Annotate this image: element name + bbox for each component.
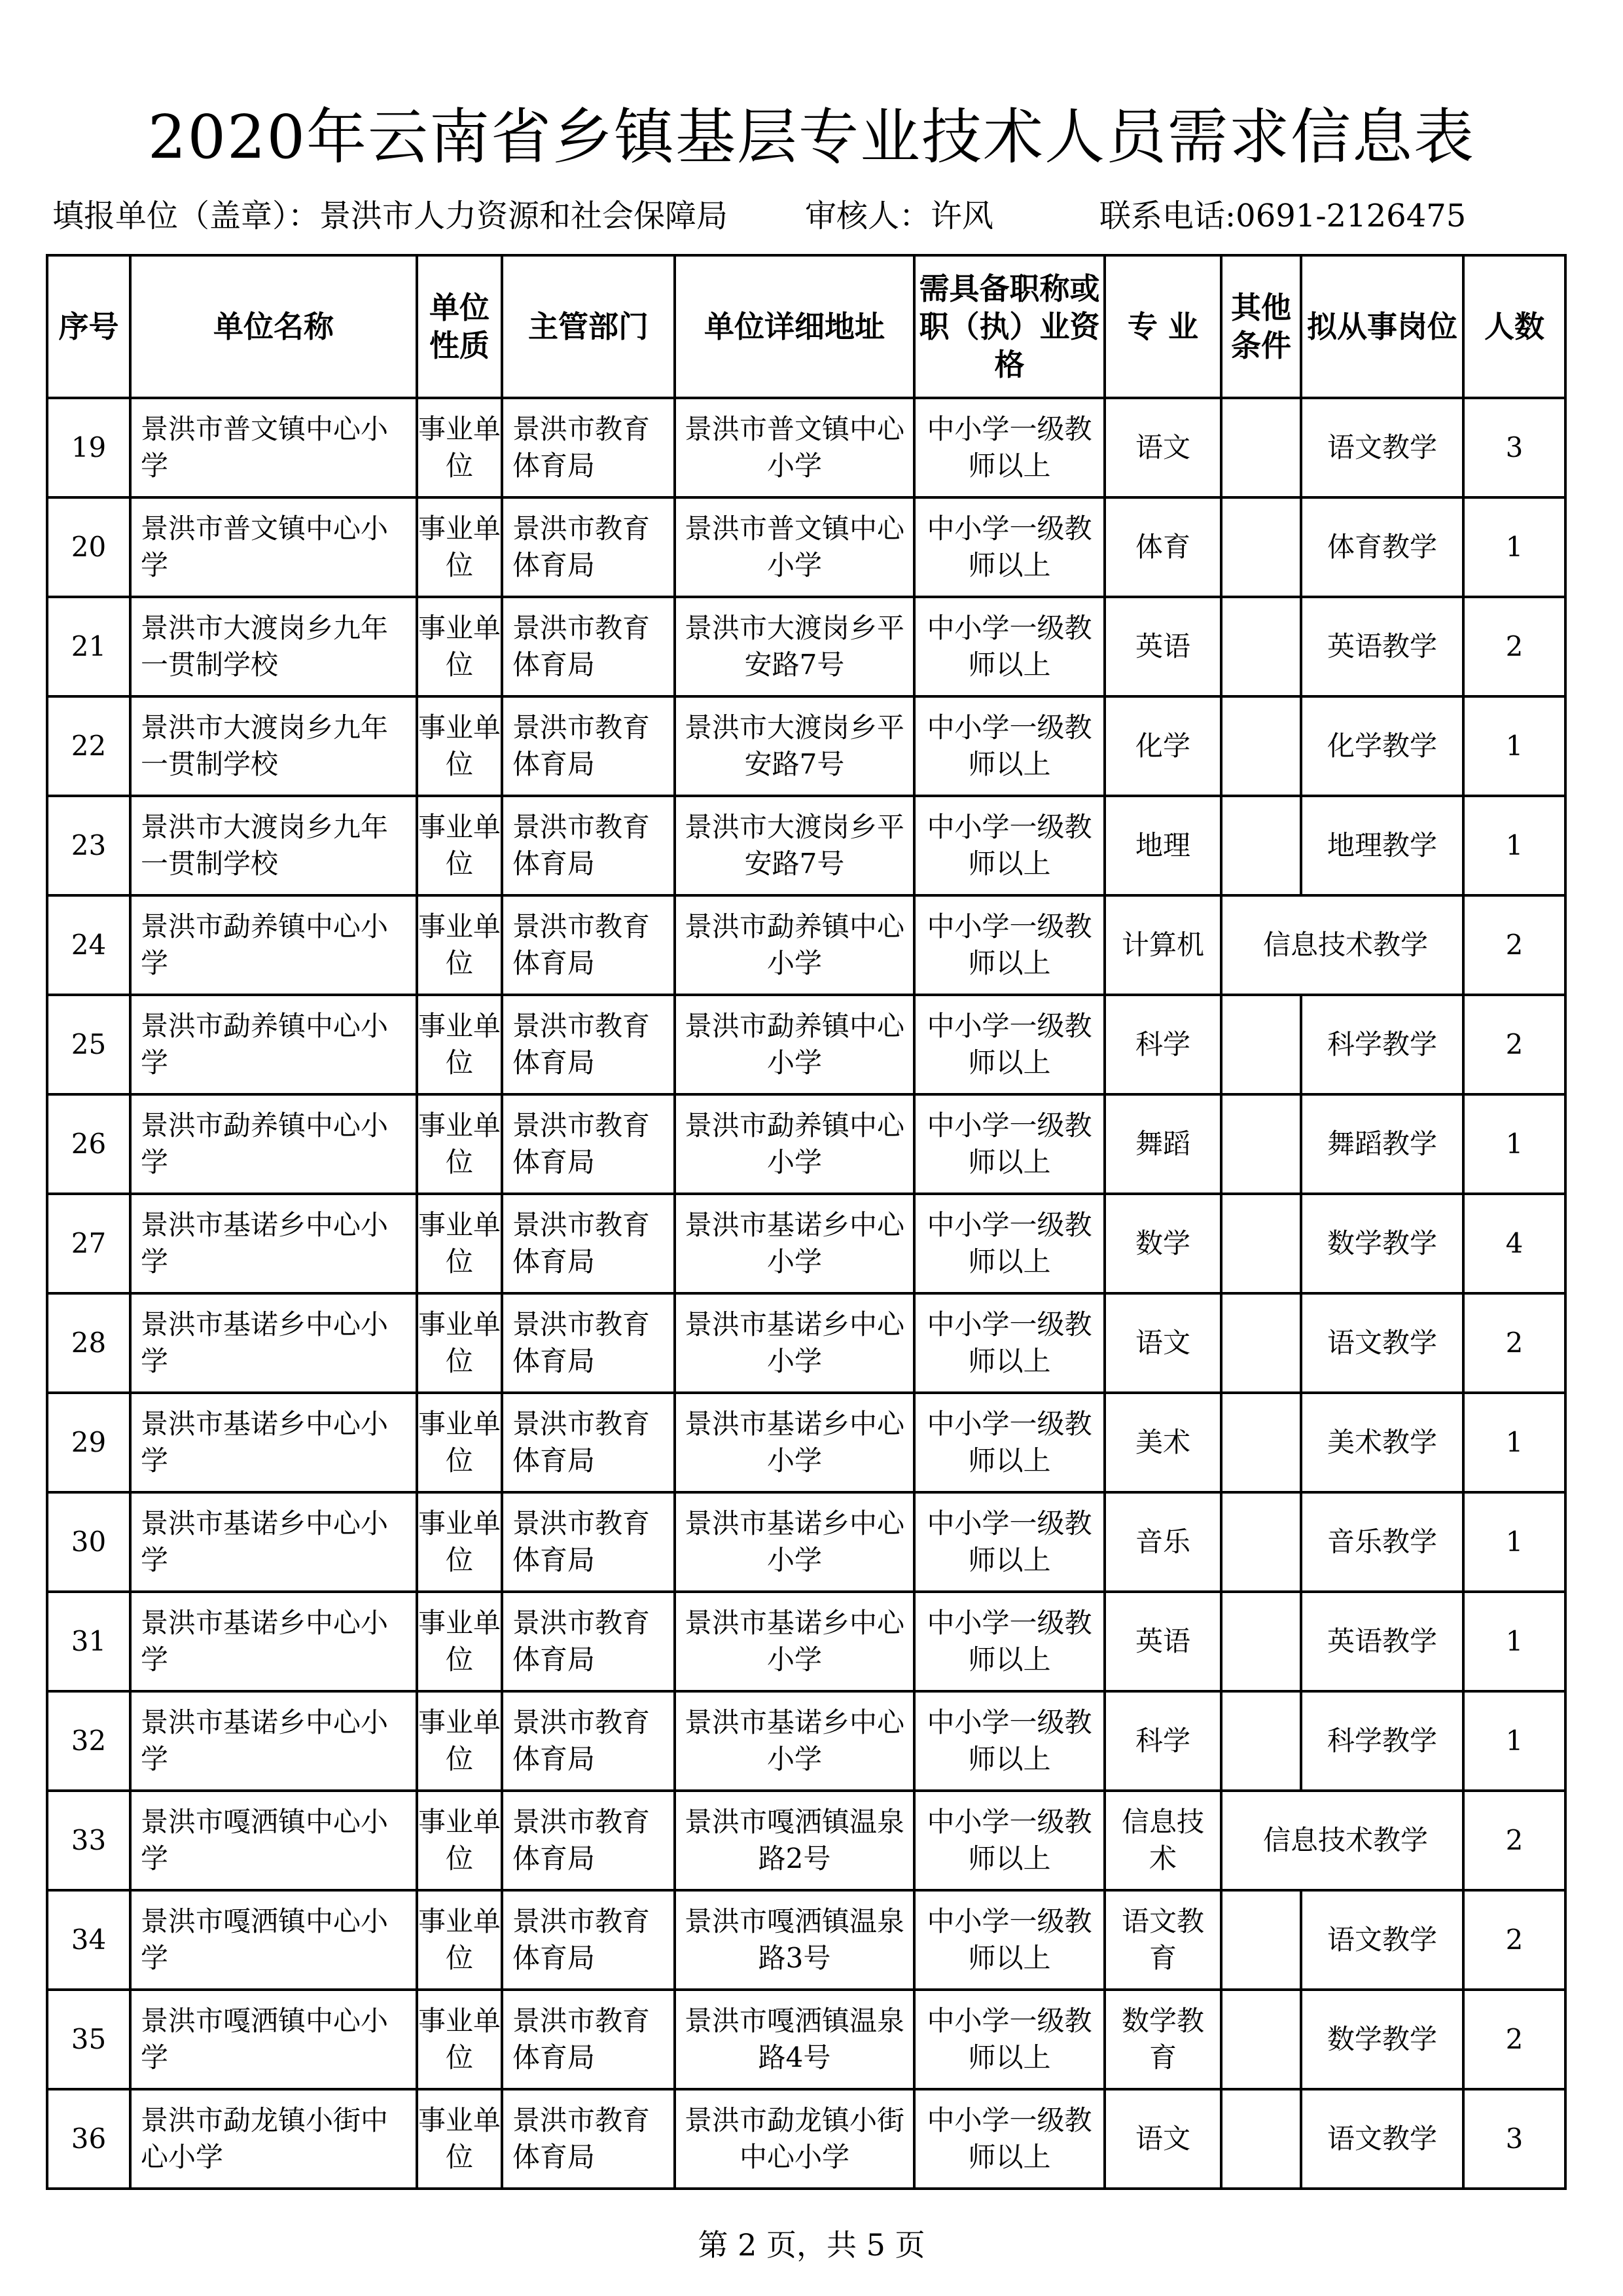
cell-type: 事业单位 bbox=[417, 398, 502, 497]
cell-dept: 景洪市教育体育局 bbox=[502, 995, 675, 1094]
cell-addr: 景洪市基诺乡中心小学 bbox=[675, 1492, 914, 1592]
header-cell: 序号 bbox=[47, 255, 130, 398]
cell-qual: 中小学一级教师以上 bbox=[914, 1492, 1105, 1592]
cell-major: 语文 bbox=[1105, 1293, 1221, 1393]
cell-other bbox=[1221, 1592, 1301, 1691]
reviewer: 审核人：许风 bbox=[805, 198, 994, 234]
cell-pos: 英语教学 bbox=[1301, 1592, 1463, 1691]
table-row bbox=[47, 1592, 1565, 1691]
cell-dept: 景洪市教育体育局 bbox=[502, 1094, 675, 1194]
cell-name: 景洪市基诺乡中心小学 bbox=[130, 1293, 417, 1393]
cell-addr: 景洪市勐龙镇小街中心小学 bbox=[675, 2089, 914, 2189]
cell-other bbox=[1221, 1990, 1301, 2089]
cell-no: 30 bbox=[47, 1492, 130, 1592]
cell-addr: 景洪市普文镇中心小学 bbox=[675, 398, 914, 497]
table-row bbox=[47, 895, 1565, 995]
cell-major: 化学 bbox=[1105, 696, 1221, 796]
cell-num: 1 bbox=[1463, 796, 1565, 895]
cell-pos: 体育教学 bbox=[1301, 497, 1463, 597]
cell-qual: 中小学一级教师以上 bbox=[914, 895, 1105, 995]
cell-pos: 信息技术教学 bbox=[1221, 1791, 1463, 1890]
cell-dept: 景洪市教育体育局 bbox=[502, 1990, 675, 2089]
cell-qual: 中小学一级教师以上 bbox=[914, 2089, 1105, 2189]
header-cell: 单位名称 bbox=[130, 255, 417, 398]
cell-num: 1 bbox=[1463, 1094, 1565, 1194]
cell-other bbox=[1221, 1890, 1301, 1990]
cell-no: 36 bbox=[47, 2089, 130, 2189]
table-row bbox=[47, 1691, 1565, 1791]
cell-dept: 景洪市教育体育局 bbox=[502, 1194, 675, 1293]
contact-phone: 联系电话:0691-2126475 bbox=[1099, 198, 1467, 234]
demand-table bbox=[46, 254, 1567, 2190]
cell-no: 31 bbox=[47, 1592, 130, 1691]
cell-no: 34 bbox=[47, 1890, 130, 1990]
cell-no: 29 bbox=[47, 1393, 130, 1492]
header-cell: 专 业 bbox=[1105, 255, 1221, 398]
cell-dept: 景洪市教育体育局 bbox=[502, 1592, 675, 1691]
table-row bbox=[47, 1293, 1565, 1393]
cell-dept: 景洪市教育体育局 bbox=[502, 497, 675, 597]
cell-pos: 美术教学 bbox=[1301, 1393, 1463, 1492]
cell-major: 舞蹈 bbox=[1105, 1094, 1221, 1194]
table-row bbox=[47, 2089, 1565, 2189]
cell-qual: 中小学一级教师以上 bbox=[914, 1094, 1105, 1194]
cell-pos: 英语教学 bbox=[1301, 597, 1463, 696]
cell-qual: 中小学一级教师以上 bbox=[914, 1691, 1105, 1791]
cell-dept: 景洪市教育体育局 bbox=[502, 1293, 675, 1393]
table-row bbox=[47, 1393, 1565, 1492]
header-cell: 其他条件 bbox=[1221, 255, 1301, 398]
cell-num: 2 bbox=[1463, 1890, 1565, 1990]
table-row bbox=[47, 497, 1565, 597]
cell-other bbox=[1221, 696, 1301, 796]
cell-no: 19 bbox=[47, 398, 130, 497]
cell-qual: 中小学一级教师以上 bbox=[914, 597, 1105, 696]
cell-type: 事业单位 bbox=[417, 1293, 502, 1393]
cell-num: 2 bbox=[1463, 995, 1565, 1094]
cell-type: 事业单位 bbox=[417, 1393, 502, 1492]
cell-type: 事业单位 bbox=[417, 895, 502, 995]
cell-qual: 中小学一级教师以上 bbox=[914, 696, 1105, 796]
cell-num: 2 bbox=[1463, 597, 1565, 696]
cell-type: 事业单位 bbox=[417, 2089, 502, 2189]
cell-no: 26 bbox=[47, 1094, 130, 1194]
cell-type: 事业单位 bbox=[417, 1194, 502, 1293]
cell-num: 1 bbox=[1463, 1393, 1565, 1492]
cell-other bbox=[1221, 1094, 1301, 1194]
cell-major: 信息技术 bbox=[1105, 1791, 1221, 1890]
cell-pos: 科学教学 bbox=[1301, 995, 1463, 1094]
cell-addr: 景洪市大渡岗乡平安路7号 bbox=[675, 597, 914, 696]
cell-name: 景洪市嘎洒镇中心小学 bbox=[130, 1791, 417, 1890]
cell-other bbox=[1221, 1293, 1301, 1393]
cell-num: 3 bbox=[1463, 398, 1565, 497]
cell-name: 景洪市基诺乡中心小学 bbox=[130, 1393, 417, 1492]
table-row bbox=[47, 1990, 1565, 2089]
cell-no: 25 bbox=[47, 995, 130, 1094]
cell-dept: 景洪市教育体育局 bbox=[502, 895, 675, 995]
cell-other bbox=[1221, 2089, 1301, 2189]
cell-major: 科学 bbox=[1105, 1691, 1221, 1791]
header-cell: 单位详细地址 bbox=[675, 255, 914, 398]
cell-other bbox=[1221, 497, 1301, 597]
cell-qual: 中小学一级教师以上 bbox=[914, 1791, 1105, 1890]
cell-no: 23 bbox=[47, 796, 130, 895]
cell-dept: 景洪市教育体育局 bbox=[502, 1791, 675, 1890]
cell-num: 1 bbox=[1463, 696, 1565, 796]
cell-major: 计算机 bbox=[1105, 895, 1221, 995]
cell-pos: 科学教学 bbox=[1301, 1691, 1463, 1791]
cell-addr: 景洪市大渡岗乡平安路7号 bbox=[675, 696, 914, 796]
cell-name: 景洪市基诺乡中心小学 bbox=[130, 1691, 417, 1791]
cell-type: 事业单位 bbox=[417, 597, 502, 696]
cell-addr: 景洪市嘎洒镇温泉路4号 bbox=[675, 1990, 914, 2089]
cell-name: 景洪市勐龙镇小街中心小学 bbox=[130, 2089, 417, 2189]
cell-type: 事业单位 bbox=[417, 1492, 502, 1592]
cell-other bbox=[1221, 1492, 1301, 1592]
cell-name: 景洪市勐养镇中心小学 bbox=[130, 995, 417, 1094]
cell-pos: 化学教学 bbox=[1301, 696, 1463, 796]
cell-type: 事业单位 bbox=[417, 1691, 502, 1791]
cell-major: 美术 bbox=[1105, 1393, 1221, 1492]
cell-dept: 景洪市教育体育局 bbox=[502, 398, 675, 497]
cell-other bbox=[1221, 1393, 1301, 1492]
table-row bbox=[47, 1890, 1565, 1990]
cell-qual: 中小学一级教师以上 bbox=[914, 796, 1105, 895]
cell-addr: 景洪市基诺乡中心小学 bbox=[675, 1691, 914, 1791]
cell-type: 事业单位 bbox=[417, 1094, 502, 1194]
table-header-row bbox=[47, 255, 1565, 398]
page-number: 第 2 页，共 5 页 bbox=[698, 2227, 925, 2263]
cell-no: 22 bbox=[47, 696, 130, 796]
cell-pos: 信息技术教学 bbox=[1221, 895, 1463, 995]
filling-unit: 填报单位（盖章）：景洪市人力资源和社会保障局 bbox=[52, 198, 728, 234]
cell-pos: 语文教学 bbox=[1301, 398, 1463, 497]
cell-major: 音乐 bbox=[1105, 1492, 1221, 1592]
cell-other bbox=[1221, 1194, 1301, 1293]
table-row bbox=[47, 398, 1565, 497]
cell-addr: 景洪市基诺乡中心小学 bbox=[675, 1393, 914, 1492]
cell-num: 2 bbox=[1463, 1990, 1565, 2089]
cell-no: 28 bbox=[47, 1293, 130, 1393]
cell-no: 32 bbox=[47, 1691, 130, 1791]
cell-pos: 语文教学 bbox=[1301, 1890, 1463, 1990]
cell-type: 事业单位 bbox=[417, 1890, 502, 1990]
cell-other bbox=[1221, 398, 1301, 497]
cell-major: 数学 bbox=[1105, 1194, 1221, 1293]
cell-qual: 中小学一级教师以上 bbox=[914, 1592, 1105, 1691]
cell-dept: 景洪市教育体育局 bbox=[502, 597, 675, 696]
cell-addr: 景洪市勐养镇中心小学 bbox=[675, 995, 914, 1094]
header-cell: 拟从事岗位 bbox=[1301, 255, 1463, 398]
cell-type: 事业单位 bbox=[417, 1791, 502, 1890]
cell-major: 语文 bbox=[1105, 2089, 1221, 2189]
cell-dept: 景洪市教育体育局 bbox=[502, 2089, 675, 2189]
cell-dept: 景洪市教育体育局 bbox=[502, 696, 675, 796]
cell-name: 景洪市勐养镇中心小学 bbox=[130, 895, 417, 995]
cell-pos: 地理教学 bbox=[1301, 796, 1463, 895]
cell-dept: 景洪市教育体育局 bbox=[502, 1492, 675, 1592]
cell-qual: 中小学一级教师以上 bbox=[914, 1393, 1105, 1492]
cell-name: 景洪市基诺乡中心小学 bbox=[130, 1592, 417, 1691]
cell-name: 景洪市基诺乡中心小学 bbox=[130, 1492, 417, 1592]
table-row bbox=[47, 796, 1565, 895]
cell-num: 1 bbox=[1463, 1592, 1565, 1691]
cell-qual: 中小学一级教师以上 bbox=[914, 1194, 1105, 1293]
cell-type: 事业单位 bbox=[417, 696, 502, 796]
cell-name: 景洪市普文镇中心小学 bbox=[130, 497, 417, 597]
cell-qual: 中小学一级教师以上 bbox=[914, 1293, 1105, 1393]
cell-dept: 景洪市教育体育局 bbox=[502, 1691, 675, 1791]
cell-pos: 语文教学 bbox=[1301, 2089, 1463, 2189]
cell-num: 2 bbox=[1463, 1293, 1565, 1393]
cell-major: 英语 bbox=[1105, 1592, 1221, 1691]
header-cell: 人数 bbox=[1463, 255, 1565, 398]
cell-major: 数学教育 bbox=[1105, 1990, 1221, 2089]
table-row bbox=[47, 995, 1565, 1094]
cell-num: 1 bbox=[1463, 1691, 1565, 1791]
cell-other bbox=[1221, 995, 1301, 1094]
cell-qual: 中小学一级教师以上 bbox=[914, 497, 1105, 597]
cell-name: 景洪市勐养镇中心小学 bbox=[130, 1094, 417, 1194]
cell-name: 景洪市大渡岗乡九年一贯制学校 bbox=[130, 597, 417, 696]
cell-addr: 景洪市嘎洒镇温泉路3号 bbox=[675, 1890, 914, 1990]
cell-no: 33 bbox=[47, 1791, 130, 1890]
cell-pos: 语文教学 bbox=[1301, 1293, 1463, 1393]
cell-pos: 数学教学 bbox=[1301, 1194, 1463, 1293]
cell-num: 1 bbox=[1463, 497, 1565, 597]
cell-qual: 中小学一级教师以上 bbox=[914, 995, 1105, 1094]
header-cell: 单位性质 bbox=[417, 255, 502, 398]
cell-major: 语文教育 bbox=[1105, 1890, 1221, 1990]
cell-num: 2 bbox=[1463, 1791, 1565, 1890]
table-row bbox=[47, 1791, 1565, 1890]
cell-num: 2 bbox=[1463, 895, 1565, 995]
cell-addr: 景洪市勐养镇中心小学 bbox=[675, 1094, 914, 1194]
cell-dept: 景洪市教育体育局 bbox=[502, 796, 675, 895]
cell-addr: 景洪市普文镇中心小学 bbox=[675, 497, 914, 597]
cell-num: 1 bbox=[1463, 1492, 1565, 1592]
cell-type: 事业单位 bbox=[417, 1592, 502, 1691]
cell-addr: 景洪市嘎洒镇温泉路2号 bbox=[675, 1791, 914, 1890]
cell-addr: 景洪市基诺乡中心小学 bbox=[675, 1592, 914, 1691]
cell-name: 景洪市基诺乡中心小学 bbox=[130, 1194, 417, 1293]
cell-dept: 景洪市教育体育局 bbox=[502, 1393, 675, 1492]
cell-addr: 景洪市勐养镇中心小学 bbox=[675, 895, 914, 995]
cell-num: 3 bbox=[1463, 2089, 1565, 2189]
cell-other bbox=[1221, 796, 1301, 895]
cell-major: 地理 bbox=[1105, 796, 1221, 895]
table-row bbox=[47, 597, 1565, 696]
cell-no: 27 bbox=[47, 1194, 130, 1293]
cell-major: 英语 bbox=[1105, 597, 1221, 696]
cell-name: 景洪市大渡岗乡九年一贯制学校 bbox=[130, 796, 417, 895]
cell-other bbox=[1221, 1691, 1301, 1791]
table-row bbox=[47, 1094, 1565, 1194]
cell-addr: 景洪市基诺乡中心小学 bbox=[675, 1194, 914, 1293]
cell-name: 景洪市大渡岗乡九年一贯制学校 bbox=[130, 696, 417, 796]
cell-type: 事业单位 bbox=[417, 796, 502, 895]
cell-no: 20 bbox=[47, 497, 130, 597]
header-cell: 需具备职称或职（执）业资格 bbox=[914, 255, 1105, 398]
cell-num: 4 bbox=[1463, 1194, 1565, 1293]
cell-qual: 中小学一级教师以上 bbox=[914, 1990, 1105, 2089]
table-row bbox=[47, 1492, 1565, 1592]
cell-addr: 景洪市基诺乡中心小学 bbox=[675, 1293, 914, 1393]
cell-type: 事业单位 bbox=[417, 1990, 502, 2089]
cell-addr: 景洪市大渡岗乡平安路7号 bbox=[675, 796, 914, 895]
header-cell: 主管部门 bbox=[502, 255, 675, 398]
cell-type: 事业单位 bbox=[417, 995, 502, 1094]
table-row bbox=[47, 696, 1565, 796]
cell-no: 35 bbox=[47, 1990, 130, 2089]
cell-name: 景洪市嘎洒镇中心小学 bbox=[130, 1990, 417, 2089]
cell-pos: 数学教学 bbox=[1301, 1990, 1463, 2089]
cell-qual: 中小学一级教师以上 bbox=[914, 1890, 1105, 1990]
cell-major: 语文 bbox=[1105, 398, 1221, 497]
cell-type: 事业单位 bbox=[417, 497, 502, 597]
cell-no: 21 bbox=[47, 597, 130, 696]
document-title: 2020年云南省乡镇基层专业技术人员需求信息表 bbox=[147, 102, 1476, 172]
cell-qual: 中小学一级教师以上 bbox=[914, 398, 1105, 497]
cell-other bbox=[1221, 597, 1301, 696]
table-row bbox=[47, 1194, 1565, 1293]
cell-dept: 景洪市教育体育局 bbox=[502, 1890, 675, 1990]
cell-name: 景洪市普文镇中心小学 bbox=[130, 398, 417, 497]
cell-major: 体育 bbox=[1105, 497, 1221, 597]
cell-pos: 舞蹈教学 bbox=[1301, 1094, 1463, 1194]
document-meta bbox=[52, 196, 1466, 236]
cell-major: 科学 bbox=[1105, 995, 1221, 1094]
cell-pos: 音乐教学 bbox=[1301, 1492, 1463, 1592]
cell-name: 景洪市嘎洒镇中心小学 bbox=[130, 1890, 417, 1990]
cell-no: 24 bbox=[47, 895, 130, 995]
